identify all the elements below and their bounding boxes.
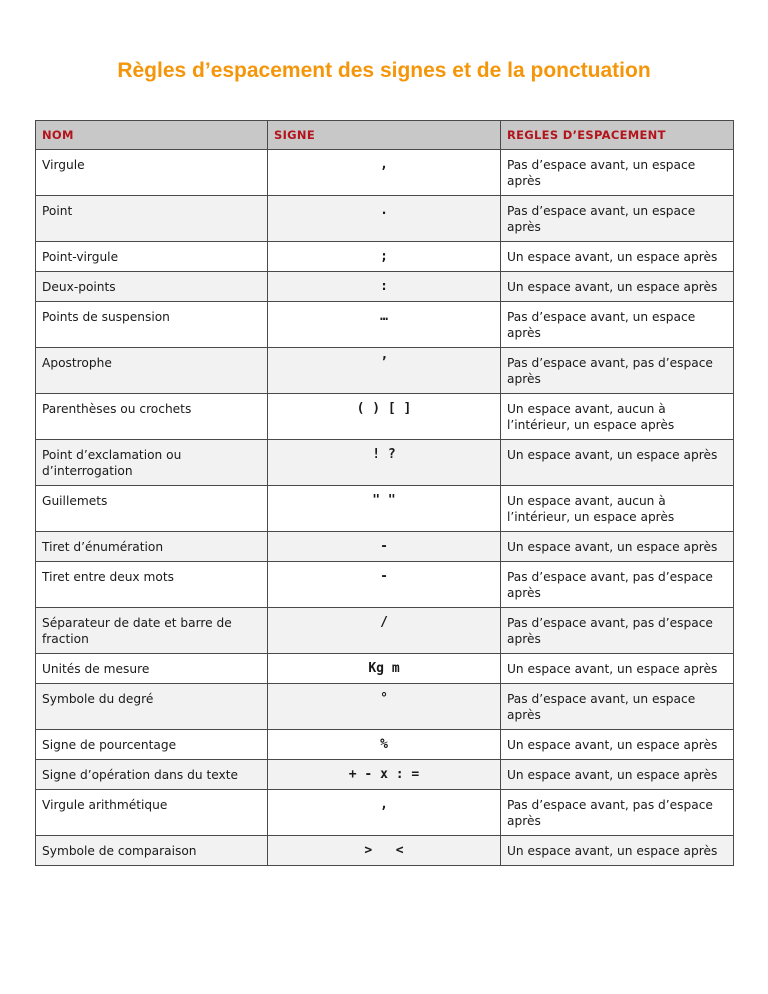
table-row <box>36 760 734 790</box>
cell-signe: - <box>268 562 501 608</box>
table-row <box>36 836 734 866</box>
cell-regle: Pas d’espace avant, un espace après <box>501 196 734 242</box>
cell-nom: Virgule arithmétique <box>36 790 268 836</box>
table-row <box>36 302 734 348</box>
cell-nom: Point <box>36 196 268 242</box>
cell-nom: Apostrophe <box>36 348 268 394</box>
cell-nom: Tiret entre deux mots <box>36 562 268 608</box>
cell-signe: ; <box>268 242 501 272</box>
cell-nom: Virgule <box>36 150 268 196</box>
table-row <box>36 654 734 684</box>
cell-signe: % <box>268 730 501 760</box>
cell-nom: Points de suspension <box>36 302 268 348</box>
cell-regle: Un espace avant, un espace après <box>501 532 734 562</box>
cell-nom: Séparateur de date et barre de fraction <box>36 608 268 654</box>
cell-regle: Pas d’espace avant, un espace après <box>501 302 734 348</box>
cell-regle: Un espace avant, aucun à l’intérieur, un espace après <box>501 394 734 440</box>
cell-regle: Pas d’espace avant, un espace après <box>501 684 734 730</box>
page-title: Règles d’espacement des signes et de la ponctuation <box>117 59 651 82</box>
table-row <box>36 684 734 730</box>
table-row <box>36 150 734 196</box>
cell-nom: Tiret d’énumération <box>36 532 268 562</box>
table-row <box>36 348 734 394</box>
cell-signe: ! ? <box>268 440 501 486</box>
table-row <box>36 730 734 760</box>
cell-nom: Deux-points <box>36 272 268 302</box>
table-row <box>36 608 734 654</box>
table-row <box>36 440 734 486</box>
cell-signe: ° <box>268 684 501 730</box>
cell-regle: Pas d’espace avant, pas d’espace après <box>501 790 734 836</box>
cell-signe: … <box>268 302 501 348</box>
cell-regle: Pas d’espace avant, pas d’espace après <box>501 562 734 608</box>
cell-nom: Signe de pourcentage <box>36 730 268 760</box>
cell-regle: Pas d’espace avant, pas d’espace après <box>501 348 734 394</box>
cell-regle: Un espace avant, un espace après <box>501 272 734 302</box>
cell-regle: Pas d’espace avant, un espace après <box>501 150 734 196</box>
cell-signe: Kg m <box>268 654 501 684</box>
table-row <box>36 196 734 242</box>
cell-regle: Un espace avant, un espace après <box>501 654 734 684</box>
header-regles: REGLES D’ESPACEMENT <box>501 121 734 150</box>
table-row <box>36 272 734 302</box>
header-nom: NOM <box>36 121 268 150</box>
cell-signe: , <box>268 150 501 196</box>
table-row <box>36 394 734 440</box>
spacing-rules-table <box>35 120 734 866</box>
cell-regle: Un espace avant, un espace après <box>501 760 734 790</box>
cell-nom: Parenthèses ou crochets <box>36 394 268 440</box>
table-row <box>36 790 734 836</box>
cell-nom: Point d’exclamation ou d’interrogation <box>36 440 268 486</box>
cell-nom: Point-virgule <box>36 242 268 272</box>
cell-regle: Pas d’espace avant, pas d’espace après <box>501 608 734 654</box>
cell-signe: ( ) [ ] <box>268 394 501 440</box>
cell-signe: . <box>268 196 501 242</box>
cell-regle: Un espace avant, un espace après <box>501 836 734 866</box>
cell-signe: > < <box>268 836 501 866</box>
table-header <box>36 121 734 150</box>
cell-signe: / <box>268 608 501 654</box>
cell-regle: Un espace avant, un espace après <box>501 440 734 486</box>
cell-signe: " " <box>268 486 501 532</box>
table-row <box>36 242 734 272</box>
header-row <box>36 121 734 150</box>
cell-regle: Un espace avant, un espace après <box>501 730 734 760</box>
cell-signe: ’ <box>268 348 501 394</box>
cell-nom: Signe d’opération dans du texte <box>36 760 268 790</box>
table-row <box>36 532 734 562</box>
cell-signe: , <box>268 790 501 836</box>
table-row <box>36 486 734 532</box>
cell-regle: Un espace avant, un espace après <box>501 242 734 272</box>
table-row <box>36 562 734 608</box>
cell-signe: : <box>268 272 501 302</box>
cell-nom: Unités de mesure <box>36 654 268 684</box>
cell-regle: Un espace avant, aucun à l’intérieur, un espace après <box>501 486 734 532</box>
cell-nom: Guillemets <box>36 486 268 532</box>
cell-signe: - <box>268 532 501 562</box>
cell-nom: Symbole de comparaison <box>36 836 268 866</box>
cell-nom: Symbole du degré <box>36 684 268 730</box>
header-signe: SIGNE <box>268 121 501 150</box>
cell-signe: + - x : = <box>268 760 501 790</box>
table-body <box>36 150 734 866</box>
